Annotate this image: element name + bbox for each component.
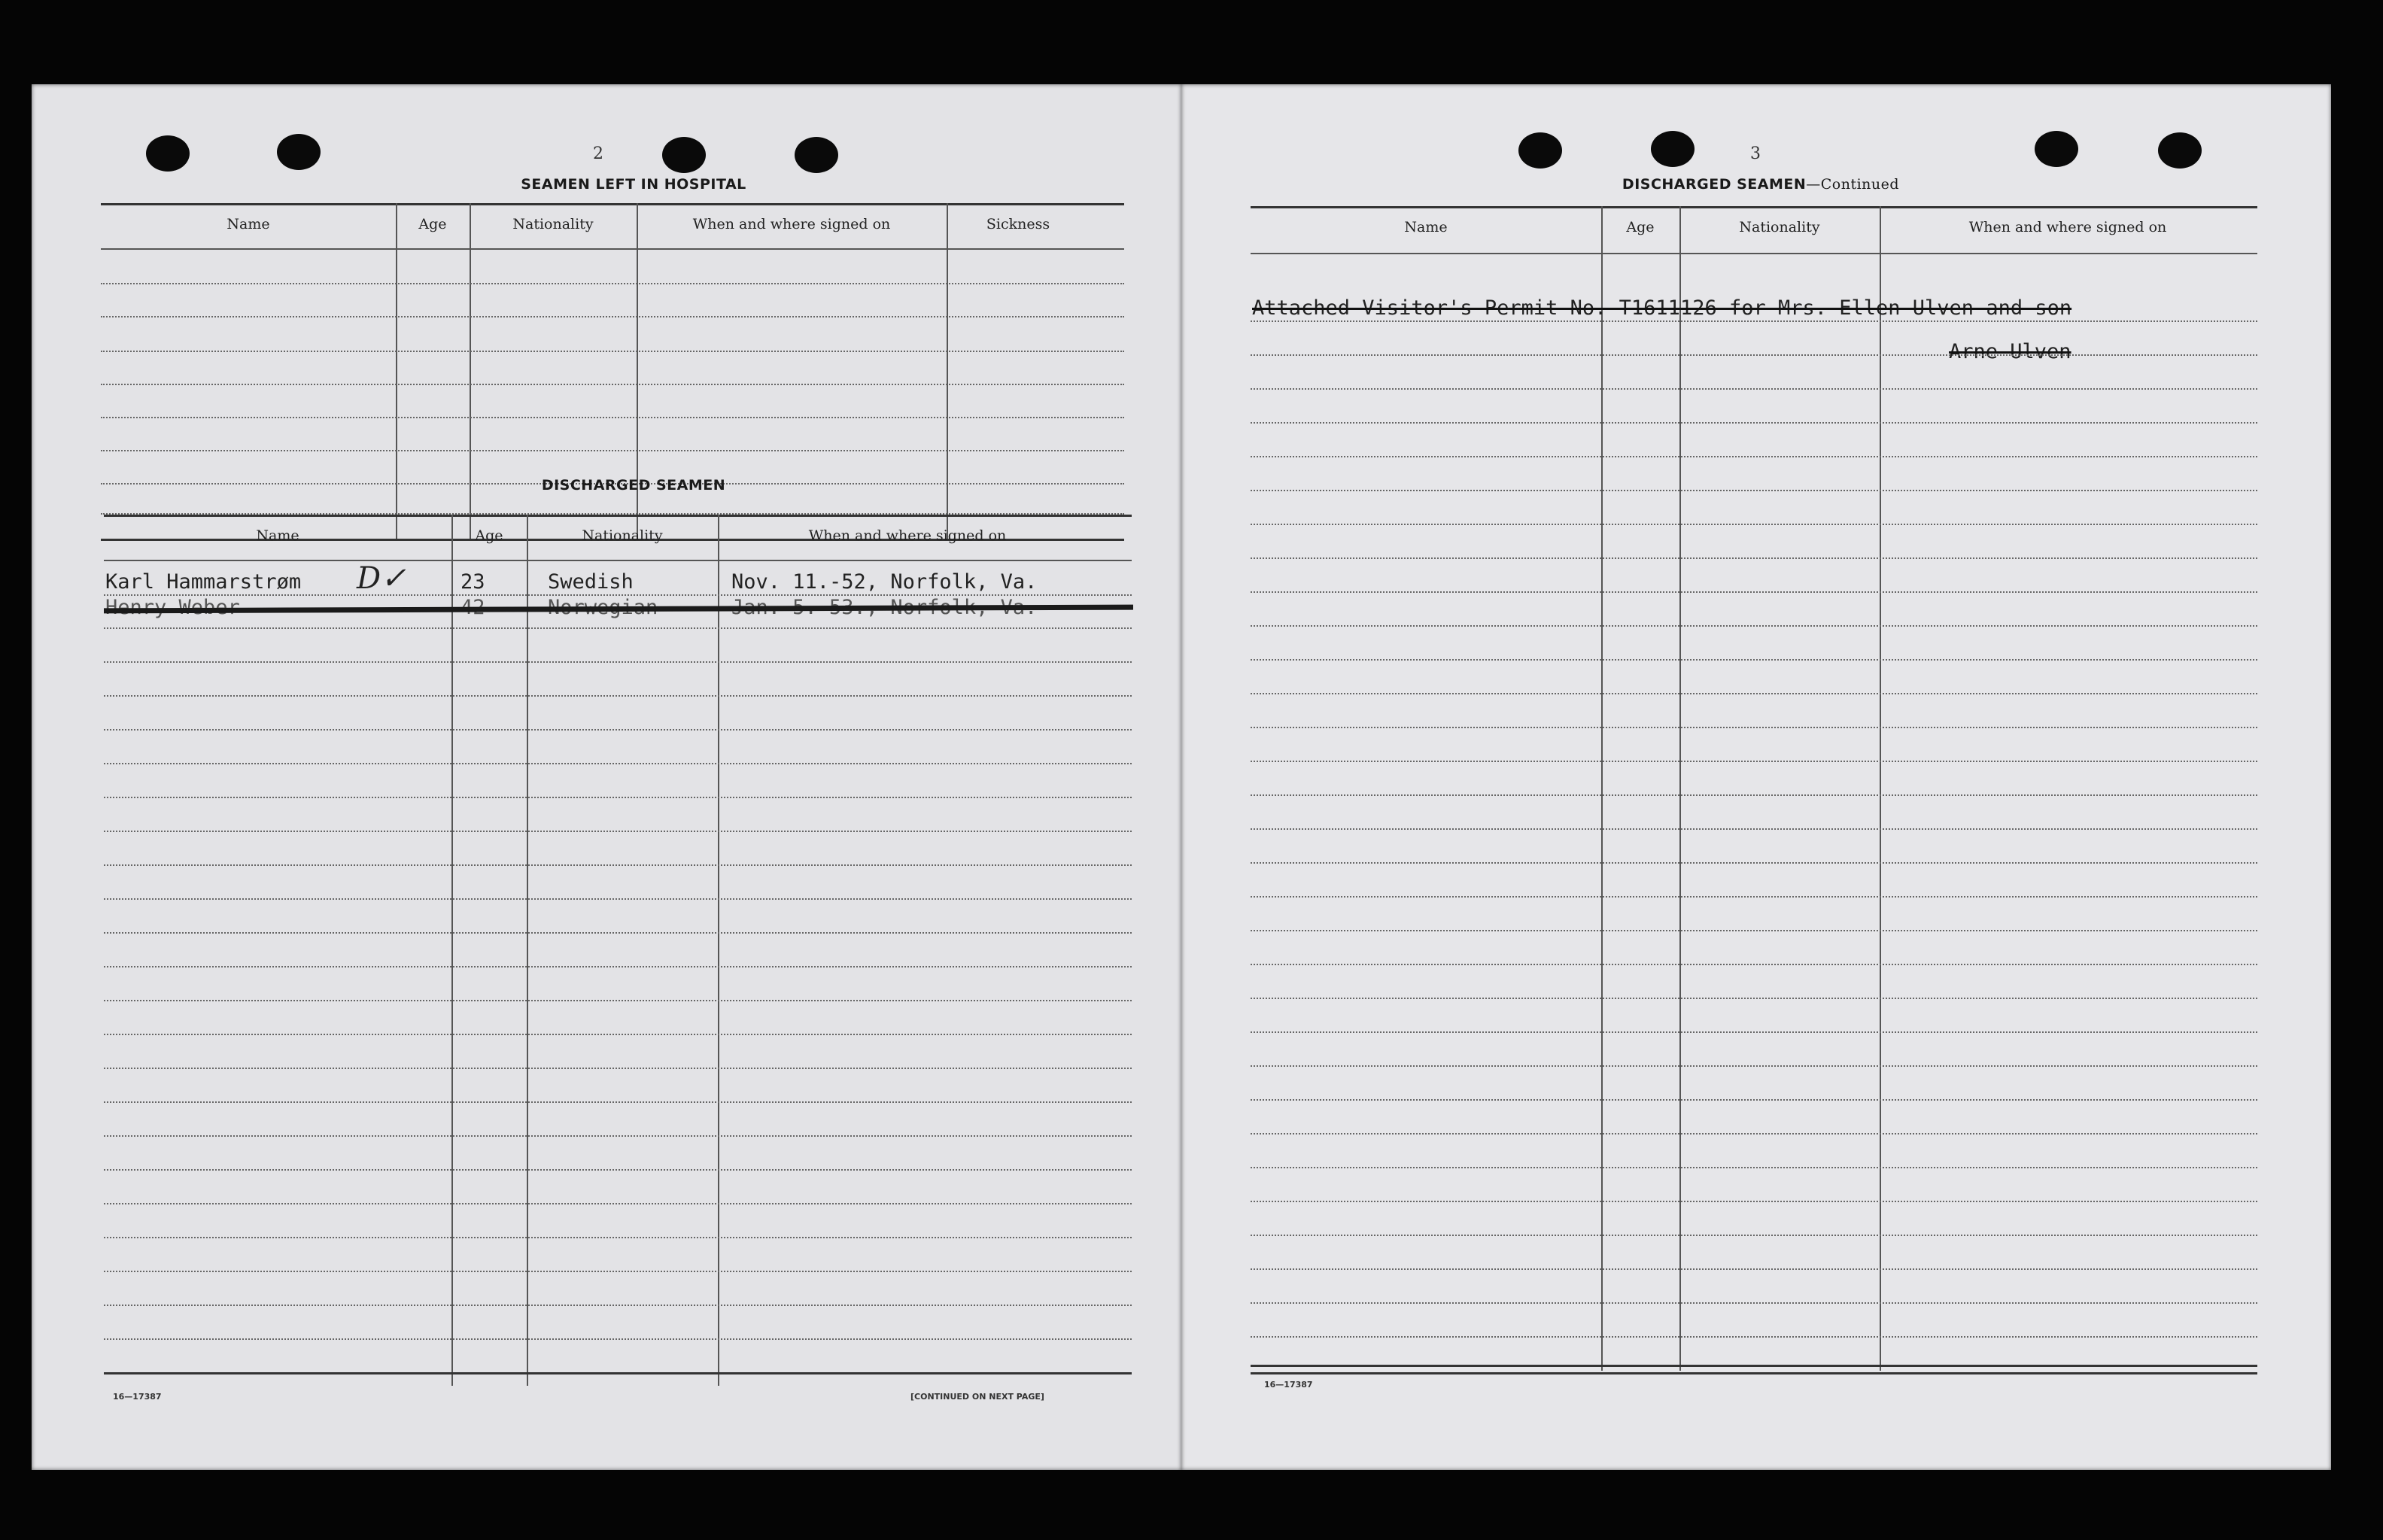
ruled-line [1251,1201,2257,1202]
ruled-line [1251,524,2257,525]
ruled-line [104,1237,1132,1238]
col-header-age: Age [418,216,447,232]
seaman-nationality: Swedish [548,570,634,594]
ruled-line [1251,862,2257,864]
ruled-line [104,1169,1132,1171]
form-number: 16—17387 [1264,1380,1313,1390]
col-header-signed-on: When and where signed on [808,527,1007,544]
ruled-line [1251,625,2257,627]
hospital-section-title: SEAMEN LEFT IN HOSPITAL [521,176,746,193]
col-header-signed-on: When and where signed on [1968,219,2167,235]
punch-hole [662,137,706,173]
seaman-name: Karl Hammarstrøm [105,570,302,594]
ruled-line [1251,1065,2257,1067]
ruled-line [1251,964,2257,965]
handwritten-annotation: D✓ [357,561,406,596]
ruled-line [104,729,1132,731]
ruled-line [104,932,1132,934]
col-header-signed-on: When and where signed on [692,216,891,232]
col-header-nationality: Nationality [1739,219,1820,235]
ruled-line [1251,761,2257,762]
discharged-continued-table [1251,206,2257,1375]
left-page [32,84,1181,1470]
ruled-line [104,1271,1132,1272]
ruled-line [104,763,1132,764]
page-number: 3 [1750,144,1761,163]
punch-hole [146,135,190,172]
ruled-line [104,1135,1132,1137]
ruled-line [1251,354,2257,356]
ruled-line [104,661,1132,663]
ruled-line [1251,1099,2257,1101]
ruled-line [1251,828,2257,830]
ruled-line [1251,490,2257,491]
punch-hole [1518,132,1562,169]
ruled-line [104,831,1132,832]
ruled-line [1251,1031,2257,1033]
page-number: 2 [593,144,603,163]
ruled-line [104,1068,1132,1069]
discharged-table [104,515,1132,1386]
ruled-line [1251,1336,2257,1338]
struck-permit-note-continued: Arne Ulven [1949,340,2071,363]
col-header-age: Age [475,527,503,544]
ruled-line [1251,422,2257,424]
ruled-line [1251,896,2257,898]
ruled-line [1251,1235,2257,1236]
ruled-line [1251,1167,2257,1168]
ruled-line [104,1101,1132,1103]
col-header-name: Name [226,216,270,232]
col-header-nationality: Nationality [512,216,594,232]
discharged-continued-title [1497,176,2024,193]
ruled-line [1251,1302,2257,1304]
struck-permit-note: Attached Visitor's Permit No. T1611126 for Mrs. Ellen Ulven and son [1252,296,2072,320]
ruled-line [104,1034,1132,1035]
ruled-line [1251,557,2257,559]
ruled-line [1251,693,2257,694]
punch-hole [1651,131,1695,167]
ruled-line [1251,930,2257,931]
ruled-line [104,627,1132,629]
continued-note: [CONTINUED ON NEXT PAGE] [910,1392,1044,1402]
ruled-line [1251,320,2257,322]
ruled-line [104,695,1132,697]
right-page [1181,84,2331,1470]
punch-hole [2035,131,2078,167]
col-header-name: Name [1404,219,1448,235]
punch-hole [2158,132,2202,169]
ruled-line [104,898,1132,900]
col-header-nationality: Nationality [582,527,663,544]
col-header-sickness: Sickness [986,216,1050,232]
ruled-line [1251,998,2257,999]
ruled-line [104,966,1132,967]
ruled-line [1251,727,2257,728]
ruled-line [1251,456,2257,457]
seaman-signed-on: Nov. 11.-52, Norfolk, Va. [731,570,1038,594]
ruled-line [1251,659,2257,661]
ruled-line [1251,1268,2257,1270]
ruled-line [104,864,1132,866]
discharged-section-title: DISCHARGED SEAMEN [541,477,726,494]
col-header-name: Name [256,527,299,544]
punch-hole [277,134,321,170]
punch-hole [795,137,838,173]
ruled-line [1251,388,2257,390]
ruled-line [104,1338,1132,1340]
col-header-age: Age [1626,219,1655,235]
ruled-line [104,797,1132,798]
ruled-line [104,1000,1132,1001]
title-suffix: —Continued [1806,176,1900,193]
ruled-line [1251,794,2257,796]
ruled-line [104,1203,1132,1204]
ruled-line [104,1305,1132,1306]
seaman-age: 23 [460,570,485,594]
ruled-line [1251,591,2257,593]
title-main: DISCHARGED SEAMEN [1622,176,1807,193]
ruled-line [1251,1133,2257,1134]
form-number: 16—17387 [113,1392,162,1402]
